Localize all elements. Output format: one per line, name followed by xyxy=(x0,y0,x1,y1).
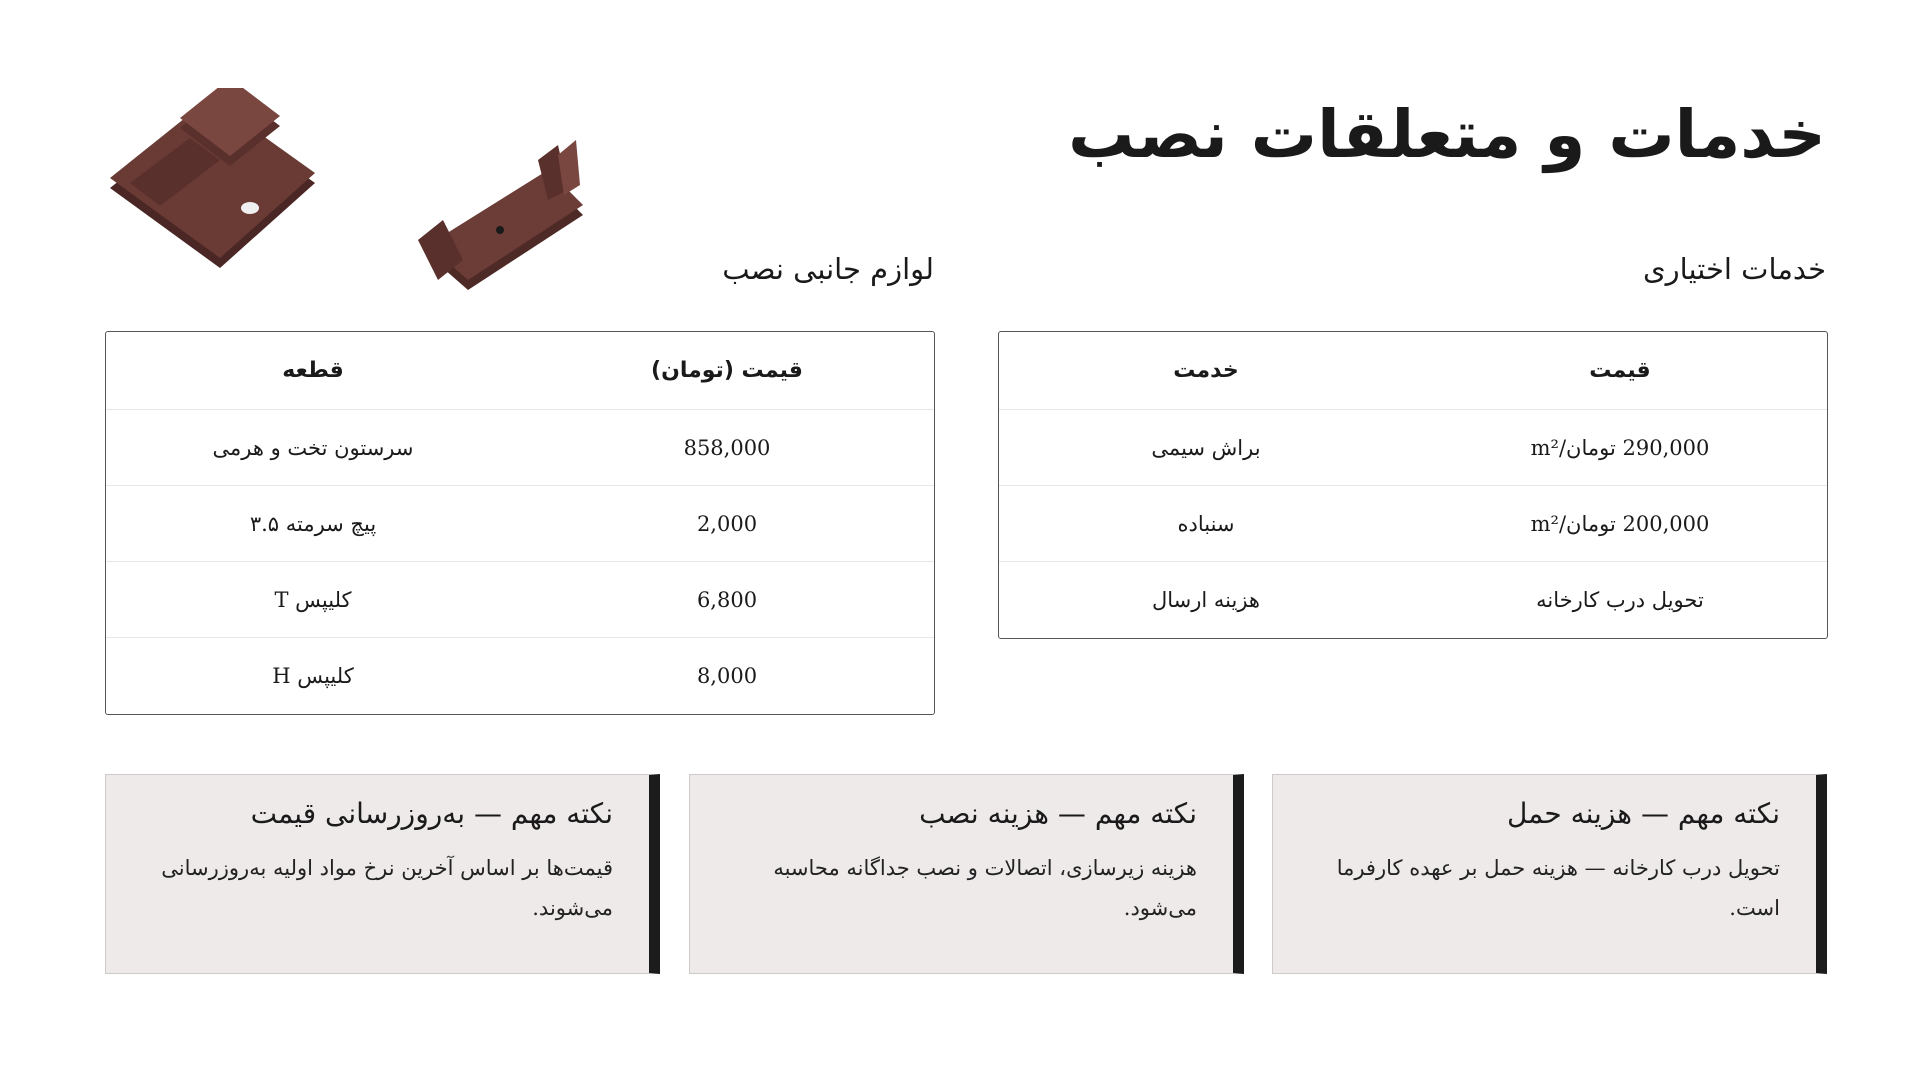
table-cell: 8,000 xyxy=(696,664,758,688)
table-cell: کلیپس T xyxy=(274,587,352,612)
note-card-shipping xyxy=(1272,774,1827,974)
table-cell: براش سیمی xyxy=(1151,435,1261,460)
table-row xyxy=(106,638,934,714)
table-cell: 6,800 xyxy=(696,587,758,612)
table-cell: تحویل درب کارخانه xyxy=(1536,588,1704,612)
note-card-price-update xyxy=(105,774,660,974)
table-cell: کلیپس H xyxy=(272,664,354,688)
accessories-heading: لوازم جانبی نصب xyxy=(722,252,934,286)
clip-product-image xyxy=(100,88,330,278)
page-title: خدمات و متعلقات نصب xyxy=(1068,96,1826,173)
note-body: قیمت‌ها بر اساس آخرین نرخ مواد اولیه به‌روزرسانی می‌شوند. xyxy=(161,856,613,920)
column-header: خدمت xyxy=(1173,358,1239,383)
table-cell: 290,000 تومان/m² xyxy=(1530,435,1710,460)
note-body: تحویل درب کارخانه — هزینه حمل بر عهده کارفرما است. xyxy=(1336,856,1780,920)
table-header xyxy=(999,332,1827,410)
table-row xyxy=(106,562,934,638)
table-cell: 858,000 xyxy=(683,435,771,460)
table-header xyxy=(106,332,934,410)
table-cell: سنباده xyxy=(1177,511,1235,536)
table-cell: 200,000 تومان/m² xyxy=(1530,511,1710,536)
clip-side-product-image xyxy=(408,140,588,300)
table-cell: پیچ سرمته ۳.۵ xyxy=(249,511,377,536)
table-row xyxy=(106,410,934,486)
column-header: قیمت xyxy=(1589,358,1651,383)
table-cell: 2,000 xyxy=(696,511,758,536)
note-title: نکته مهم — هزینه نصب xyxy=(919,797,1197,830)
note-body: هزینه زیرسازی، اتصالات و نصب جداگانه محاسبه می‌شود. xyxy=(773,856,1197,920)
note-title: نکته مهم — به‌روزرسانی قیمت xyxy=(250,797,613,830)
table-cell: سرستون تخت و هرمی xyxy=(212,435,414,460)
accessories-table xyxy=(105,331,935,715)
note-title: نکته مهم — هزینه حمل xyxy=(1506,797,1780,830)
services-heading: خدمات اختیاری xyxy=(1642,252,1826,286)
table-row xyxy=(999,562,1827,638)
services-table xyxy=(998,331,1828,639)
table-row xyxy=(999,486,1827,562)
column-header: قیمت (تومان) xyxy=(651,358,803,383)
table-row xyxy=(106,486,934,562)
table-row xyxy=(999,410,1827,486)
table-cell: هزینه ارسال xyxy=(1151,588,1260,612)
note-card-installation xyxy=(689,774,1244,974)
column-header: قطعه xyxy=(282,358,344,383)
